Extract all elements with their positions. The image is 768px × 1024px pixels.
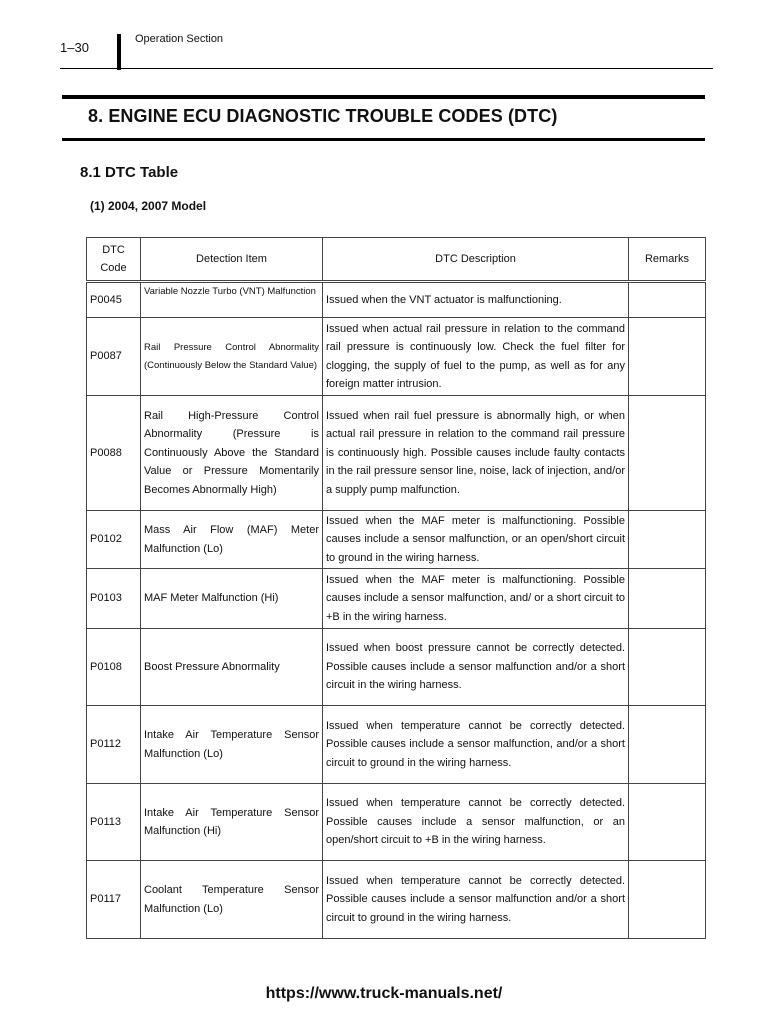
dtc-description: Issued when temperature cannot be correctly detected. Possible causes include a sensor malfunction, or an open/short circuit to +B in the wiring harness. — [323, 784, 629, 861]
title-rule-top — [62, 95, 705, 99]
detection-item: Intake Air Temperature Sensor Malfunction (Hi) — [141, 784, 323, 861]
dtc-description: Issued when boost pressure cannot be correctly detected. Possible causes include a sensor malfunction and/or a short circuit in the wiring harness. — [323, 629, 629, 706]
model-heading: (1) 2004, 2007 Model — [90, 199, 207, 213]
detection-item: Rail High-Pressure Control Abnormality (Pressure is Continuously Above the Standard Value or Pressure Momentarily Becomes Abnormally High) — [141, 396, 323, 511]
dtc-table — [86, 237, 706, 939]
header-bar — [117, 34, 121, 70]
dtc-code: P0102 — [87, 511, 141, 569]
table-row — [87, 706, 706, 784]
dtc-description: Issued when the MAF meter is malfunctioning. Possible causes include a sensor malfunction, or an open/short circuit to ground in the wiring harness. — [323, 511, 629, 569]
detection-item: Intake Air Temperature Sensor Malfunction (Lo) — [141, 706, 323, 784]
detection-item: Variable Nozzle Turbo (VNT) Malfunction — [141, 282, 323, 318]
remarks — [629, 511, 706, 569]
detection-item: Boost Pressure Abnormality — [141, 629, 323, 706]
detection-item: Rail Pressure Control Abnormality (Continuously Below the Standard Value) — [141, 318, 323, 396]
footer-url[interactable]: https://www.truck-manuals.net/ — [265, 985, 503, 1002]
remarks — [629, 629, 706, 706]
dtc-code: P0103 — [87, 569, 141, 629]
dtc-description: Issued when temperature cannot be correctly detected. Possible causes include a sensor malfunction and/or a short circuit to ground in the wiring harness. — [323, 861, 629, 939]
page-number: 1–30 — [60, 40, 89, 55]
dtc-code: P0108 — [87, 629, 141, 706]
table-row — [87, 861, 706, 939]
dtc-description: Issued when the VNT actuator is malfunctioning. — [323, 282, 629, 318]
table-row — [87, 629, 706, 706]
detection-item: Mass Air Flow (MAF) Meter Malfunction (Lo) — [141, 511, 323, 569]
header-dtc-description: DTC Description — [323, 238, 629, 282]
header-dtc-code — [87, 238, 141, 282]
remarks — [629, 569, 706, 629]
header-detection-item: Detection Item — [141, 238, 323, 282]
dtc-code: P0112 — [87, 706, 141, 784]
remarks — [629, 861, 706, 939]
dtc-description: Issued when temperature cannot be correctly detected. Possible causes include a sensor malfunction, and/or a short circuit to ground in the wiring harness. — [323, 706, 629, 784]
page-title: 8. ENGINE ECU DIAGNOSTIC TROUBLE CODES (DTC) — [88, 106, 558, 126]
remarks — [629, 784, 706, 861]
table-row — [87, 784, 706, 861]
remarks — [629, 282, 706, 318]
subsection-heading: 8.1 DTC Table — [80, 164, 179, 181]
table-header-row — [87, 238, 706, 282]
dtc-code: P0045 — [87, 282, 141, 318]
dtc-description: Issued when the MAF meter is malfunctioning. Possible causes include a sensor malfunction, and/ or a short circuit to +B in the wiring harness. — [323, 569, 629, 629]
remarks — [629, 396, 706, 511]
dtc-code: P0087 — [87, 318, 141, 396]
dtc-description: Issued when actual rail pressure in relation to the command rail pressure is continuously low. Check the fuel filter for clogging, the supply of fuel to the pump, as well as for any foreign matter intrusion. — [323, 318, 629, 396]
section-label: Operation Section — [135, 33, 224, 45]
table-row — [87, 511, 706, 569]
header-dtc-code-line2: Code — [100, 262, 127, 274]
dtc-code: P0117 — [87, 861, 141, 939]
dtc-code: P0113 — [87, 784, 141, 861]
header-rule — [60, 68, 713, 69]
remarks — [629, 706, 706, 784]
header-remarks: Remarks — [629, 238, 706, 282]
table-row — [87, 569, 706, 629]
detection-item: Coolant Temperature Sensor Malfunction (Lo) — [141, 861, 323, 939]
table-row — [87, 318, 706, 396]
detection-item: MAF Meter Malfunction (Hi) — [141, 569, 323, 629]
table-row — [87, 396, 706, 511]
remarks — [629, 318, 706, 396]
title-rule-bottom — [62, 138, 705, 141]
dtc-description: Issued when rail fuel pressure is abnormally high, or when actual rail pressure in relation to the command rail pressure is continuously high. Possible causes include faulty contacts in the rail pressure sensor line, noise, lack of injection, and/or a supply pump malfunction. — [323, 396, 629, 511]
header-dtc-code-line1: DTC — [102, 243, 125, 256]
dtc-code: P0088 — [87, 396, 141, 511]
table-row — [87, 282, 706, 318]
